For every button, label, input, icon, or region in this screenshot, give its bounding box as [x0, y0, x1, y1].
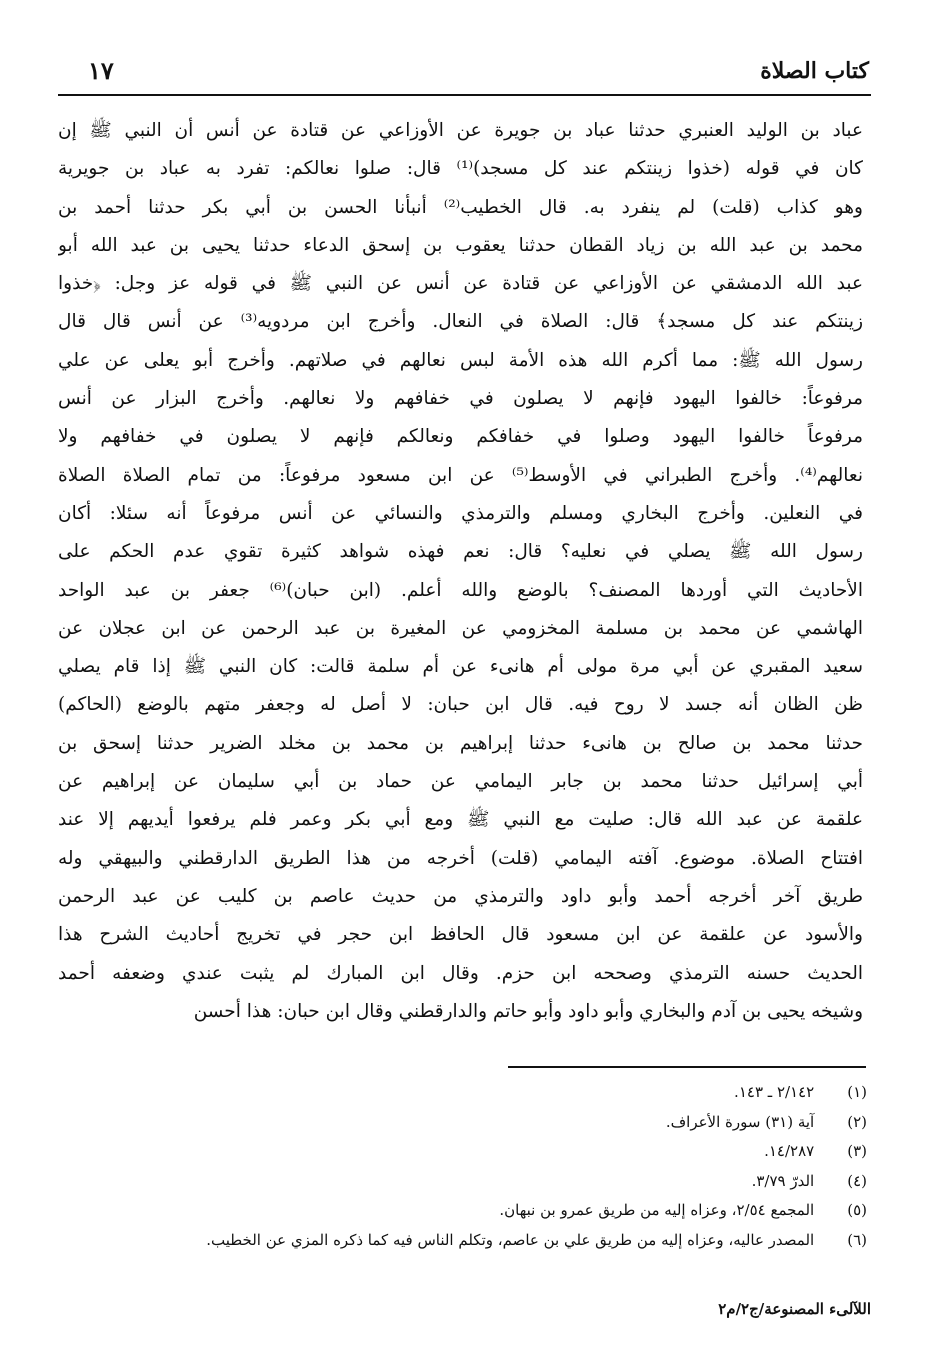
- text-line: علقمة عن عبد الله قال: صليت مع النبي ﷺ ومع أبي بكر وعمر فلم يرفعوا أيديهم إلا عند: [58, 809, 863, 831]
- text-line: أبي إسرائيل حدثنا محمد بن جابر اليمامي عن حماد بن أبي سليمان عن إبراهيم عن: [58, 771, 863, 793]
- footnote: [47, 1196, 867, 1226]
- text-line: زينتكم عند كل مسجد﴾ قال: الصلاة في النعال. وأخرج ابن مردويه⁽³⁾ عن أنس قال قال: [58, 311, 863, 333]
- page-number: ١٧: [88, 56, 114, 85]
- text-line: الأحاديث التي أوردها المصنف؟ بالوضع والله أعلم. (ابن حبان)⁽⁶⁾ جعفر بن عبد الواحد: [58, 579, 863, 601]
- text-line: في النعلين. وأخرج البخاري ومسلم والترمذي والنسائي عن أنس مرفوعاً أنه سئلا: أكان: [58, 502, 863, 524]
- footnote-text: آية (٣١) سورة الأعراف.: [665, 1112, 815, 1131]
- main-text: [58, 112, 863, 1031]
- footnote: [47, 1137, 867, 1167]
- text-line: والأسود عن علقمة عن ابن مسعود قال الحافظ ابن حجر في تخريج أحاديث الشرح هذا: [58, 924, 863, 946]
- page-header: [58, 52, 871, 96]
- footnote-number: (١): [847, 1083, 867, 1101]
- footnote-text: المجمع ٢/٥٤، وعزاه إليه من طريق عمرو بن نبهان.: [499, 1201, 815, 1219]
- footnote: [47, 1078, 867, 1108]
- footnotes: [47, 1078, 867, 1255]
- text-line: سعيد المقبري عن أبي مرة مولى أم هانىء عن أم سلمة قالت: كان النبي ﷺ إذا قام يصلي: [58, 656, 863, 678]
- footnote-text: ١٤/٢٨٧.: [764, 1142, 815, 1160]
- footnote-number: (٥): [847, 1201, 867, 1219]
- text-line: وهو كذاب (قلت) لم ينفرد به. قال الخطيب⁽²⁾ أنبأنا الحسن بن أبي بكر حدثنا أحمد بن: [58, 196, 863, 218]
- text-line: مرفوعاً: خالفوا اليهود فإنهم لا يصلون في خفافهم ولا نعالهم. وأخرج البزار عن أنس: [58, 388, 863, 410]
- text-line: حدثنا محمد بن صالح بن هانىء حدثنا إبراهيم بن محمد بن مخلد الضرير حدثنا إسحق بن: [58, 732, 863, 754]
- text-line: وشيخه يحيى بن آدم والبخاري وأبو داود وأبو حاتم والدارقطني وقال ابن حبان: هذا أحسن: [193, 1000, 863, 1022]
- footnote: [47, 1167, 867, 1197]
- footnote-separator: [508, 1066, 866, 1068]
- footnote-text: المصدر عاليه، وعزاه إليه من طريق علي بن عاصم، وتكلم الناس فيه كما ذكره المزي عن الخطيب.: [206, 1230, 815, 1249]
- text-line: الحديث حسنه الترمذي وصححه ابن حزم. وقال ابن المبارك لم يثبت عندي وضعفه أحمد: [58, 962, 863, 984]
- text-line: عباد بن الوليد العنبري حدثنا عباد بن جويرة عن الأوزاعي عن قتادة عن أنس أن النبي ﷺ إن: [58, 120, 863, 141]
- text-line: عبد الله الدمشقي عن الأوزاعي عن قتادة عن أنس عن النبي ﷺ في قوله عز وجل: ﴿خذوا: [58, 273, 863, 295]
- footnote-number: (٣): [847, 1142, 867, 1160]
- text-line: رسول الله ﷺ يصلي في نعليه؟ قال: نعم فهذه شواهد كثيرة تقوي عدم الحكم على: [58, 541, 863, 563]
- text-line: ظن الظان أنه جسد لا روح فيه. قال ابن حبان: لا أصل له وجعفر متهم بالوضع (الحاكم): [58, 694, 863, 716]
- footnote-text: الدرّ ٣/٧٩.: [751, 1171, 815, 1190]
- footnote-number: (٤): [847, 1171, 867, 1190]
- text-line: رسول الله ﷺ: مما أكرم الله هذه الأمة لبس نعالهم في صلاتهم. وأخرج أبو يعلى عن علي: [58, 349, 863, 371]
- text-line: نعالهم⁽⁴⁾. وأخرج الطبراني في الأوسط⁽⁵⁾ عن ابن مسعود مرفوعاً: من تمام الصلاة الصلاة: [58, 464, 863, 486]
- text-line: محمد بن عبد الله بن زياد القطان حدثنا يعقوب بن إسحق الدعاء حدثنا يحيى بن عبد الله أبو: [58, 234, 863, 256]
- text-line: افتتاح الصلاة. موضوع. آفته اليمامي (قلت) أخرجه من هذا الطريق الدارقطني والبيهقي وله: [58, 847, 863, 869]
- text-line: مرفوعاً خالفوا اليهود وصلوا في خفافكم ونعالكم فإنهم لا يصلون في خفافهم ولا: [58, 426, 863, 448]
- text-line: طريق آخر أخرجه أحمد وأبو داود والترمذي من حديث عاصم بن كليب عن عبد الرحمن: [58, 885, 863, 907]
- footnote: [47, 1108, 867, 1138]
- footnote-text: ٢/١٤٢ ـ ١٤٣.: [734, 1083, 815, 1101]
- text-line: الهاشمي عن محمد بن مسلمة المخزومي عن المغيرة بن عبد الرحمن عن ابن عجلان عن: [58, 617, 863, 639]
- footnote-number: (٦): [847, 1230, 867, 1249]
- chapter-title: كتاب الصلاة: [760, 58, 869, 84]
- footnote: [47, 1226, 867, 1256]
- footnote-number: (٢): [847, 1112, 867, 1131]
- signature-mark: اللآلىء المصنوعة/ج٢/م٢: [718, 1300, 871, 1318]
- text-line: كان في قوله (خذوا زينتكم عند كل مسجد)⁽¹⁾ قال: صلوا نعالكم: تفرد به عباد بن جويرية: [58, 158, 863, 180]
